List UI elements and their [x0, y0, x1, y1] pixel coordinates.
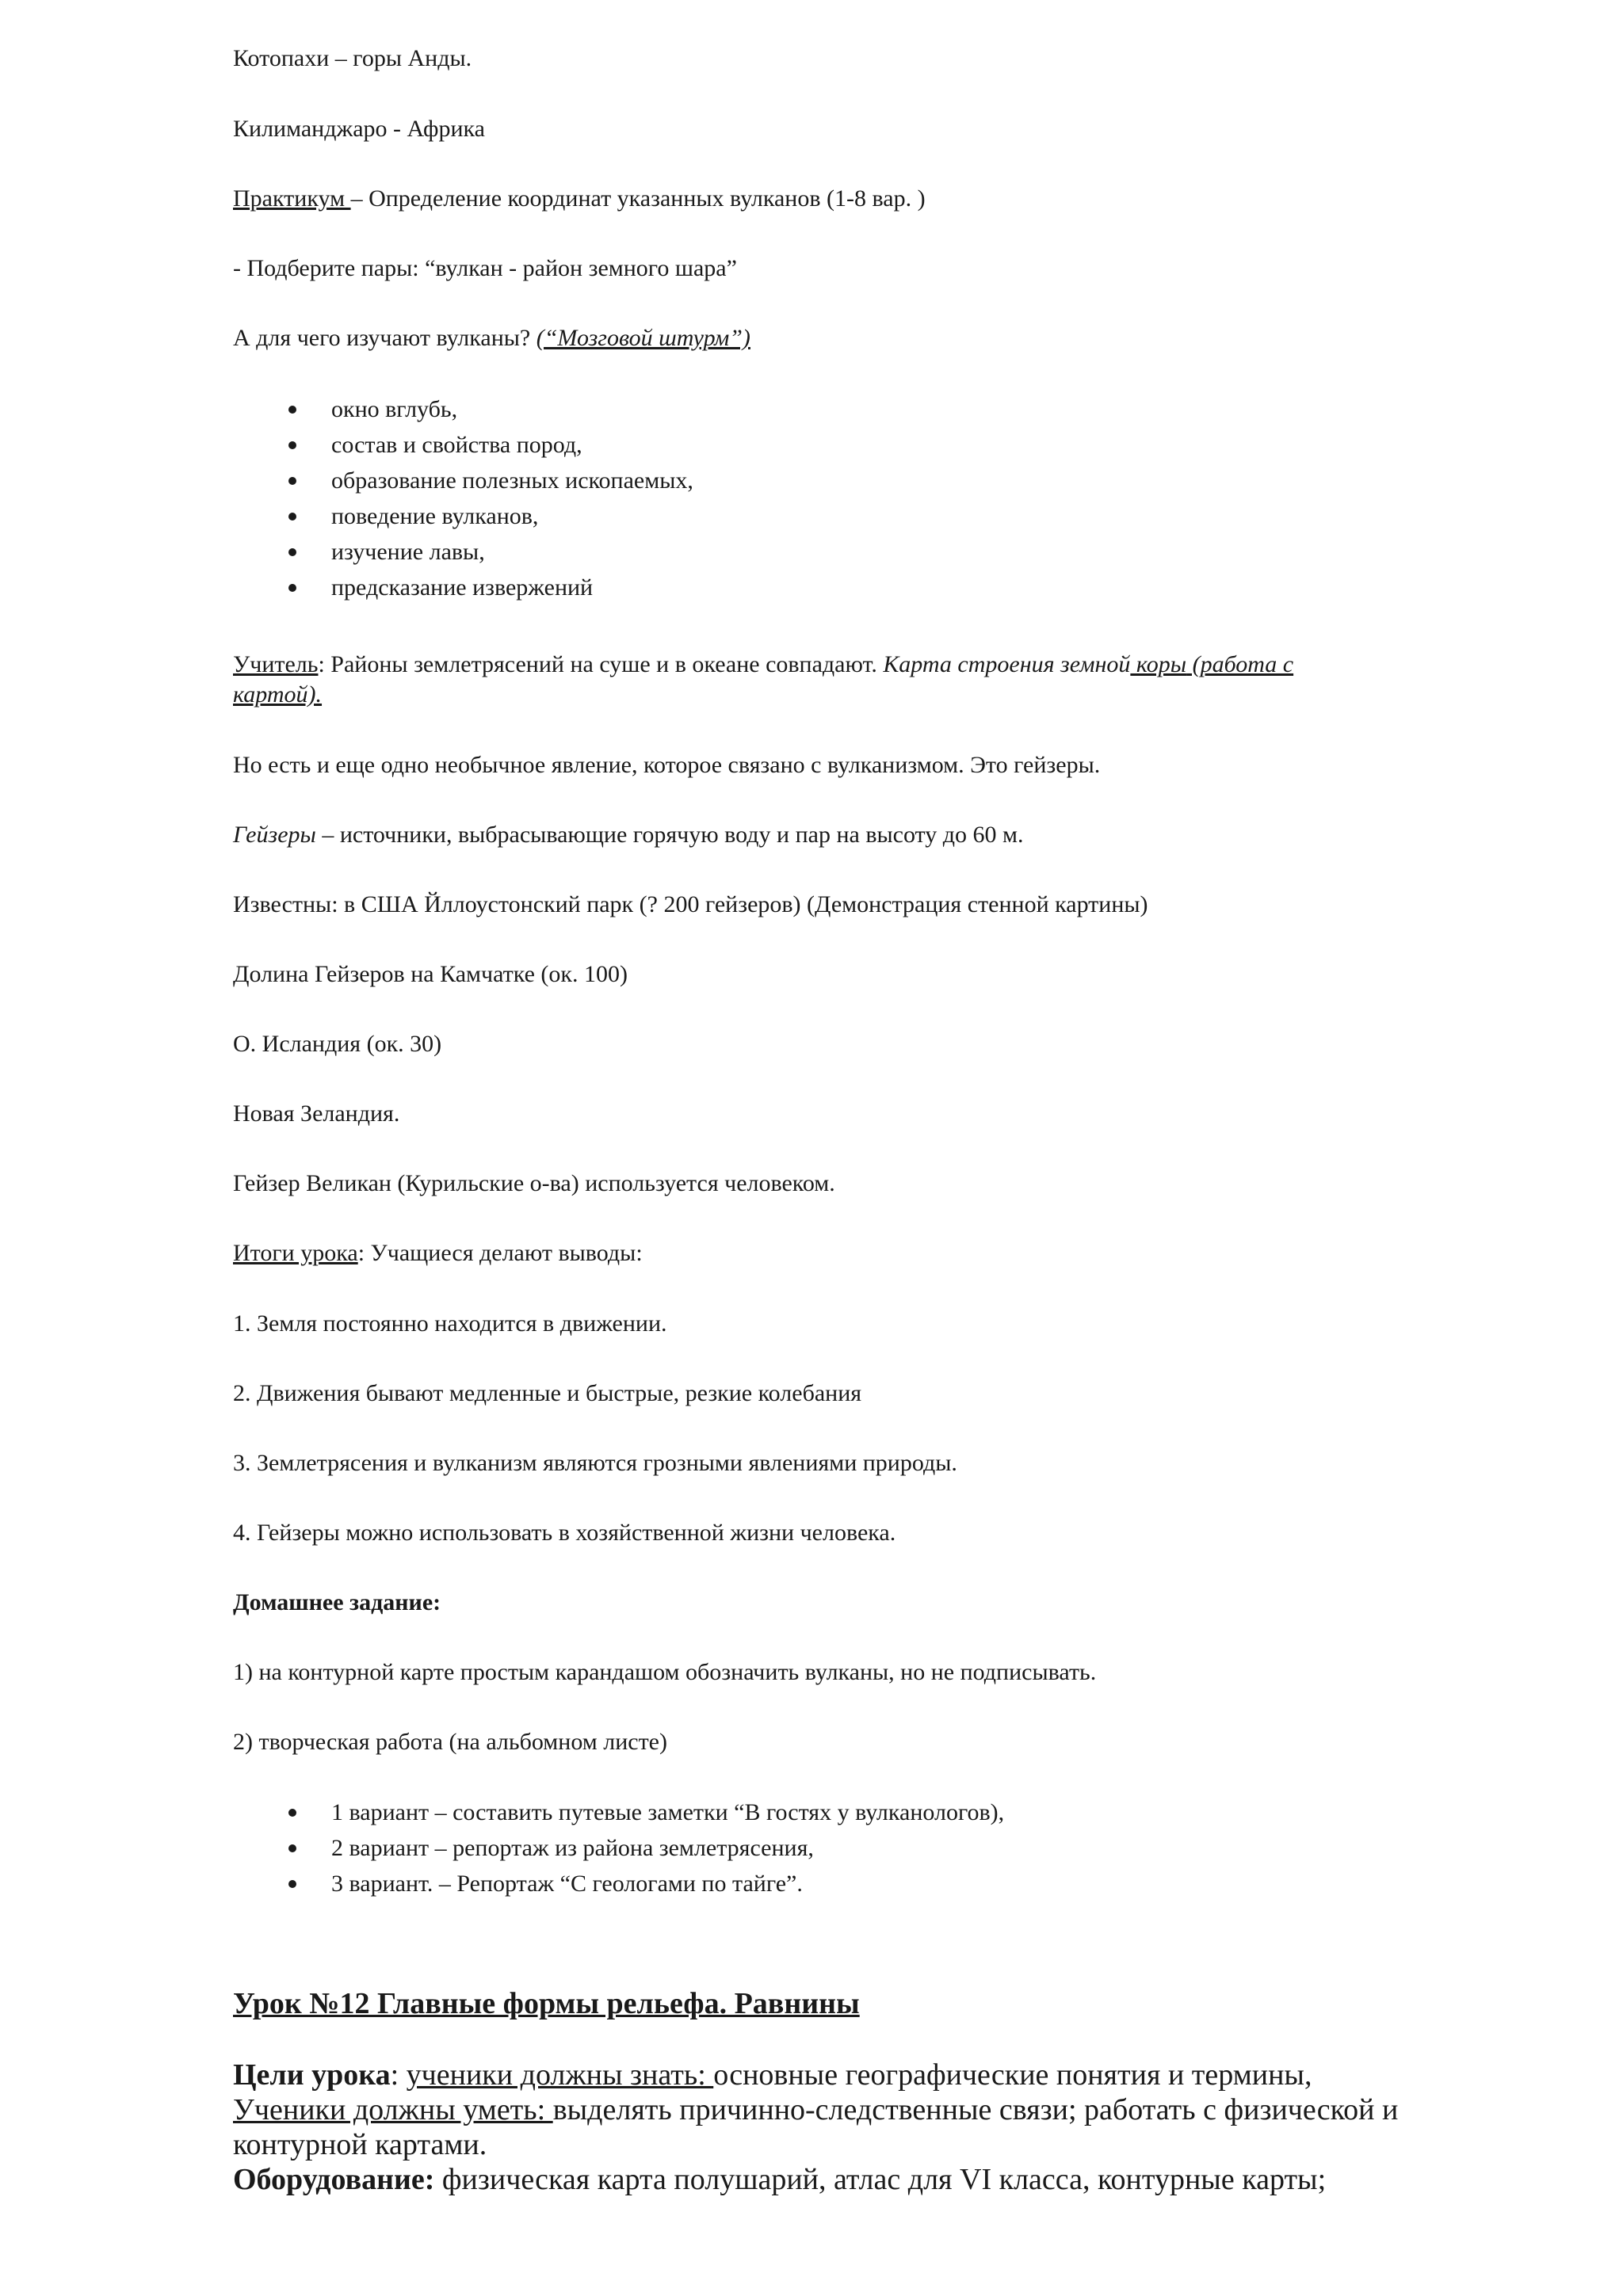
geysers-velikan: Гейзер Великан (Курильские о-ва) используется человеком. [233, 1170, 835, 1196]
results-paragraph [233, 1238, 643, 1268]
geysers-intro: Но есть и еще одно необычное явление, которое связано с вулканизмом. Это гейзеры. [233, 752, 1101, 778]
geysers-def-text: – источники, выбрасывающие горячую воду и пар на высоту до 60 м. [315, 822, 1024, 848]
praktikum-paragraph [233, 184, 926, 214]
homework-variants-list [233, 1798, 1004, 1905]
geysers-kamchatka: Долина Гейзеров на Камчатке (ок. 100) [233, 961, 628, 987]
results-label: Итоги урока [233, 1240, 358, 1266]
homework-task1: 1) на контурной карте простым карандашом обозначить вулканы, но не подписывать. [233, 1659, 1097, 1685]
result-item: 4. Гейзеры можно использовать в хозяйственной жизни человека. [233, 1520, 896, 1546]
homework-task2: 2) творческая работа (на альбомном листе) [233, 1729, 667, 1755]
map-note-part3: (работа с [1186, 651, 1294, 677]
know-text: основные географические понятия и термины, [713, 2058, 1312, 2092]
lesson-goals [233, 2058, 1501, 2197]
geysers-definition [233, 820, 1024, 850]
list-item: окно вглубь, [233, 395, 693, 430]
why-paragraph [233, 323, 750, 353]
map-note-part1: Карта строения земной [883, 651, 1131, 677]
list-item: образование полезных ископаемых, [233, 466, 693, 502]
goals-label: Цели урока [233, 2058, 391, 2092]
map-note-part4: картой). [233, 681, 323, 707]
praktikum-text: – Определение координат указанных вулканов (1-8 вар. ) [350, 185, 926, 212]
why-text: А для чего изучают вулканы? [233, 325, 537, 351]
list-item: 2 вариант – репортаж из района землетрясения, [233, 1833, 1004, 1869]
reasons-list [233, 395, 693, 608]
geysers-iceland: О. Исландия (ок. 30) [233, 1031, 442, 1057]
lesson-title: Урок №12 Главные формы рельефа. Равнины [233, 1987, 860, 2020]
line-kilimanjaro: Килиманджаро - Африка [233, 116, 485, 142]
geysers-new-zealand: Новая Зеландия. [233, 1100, 400, 1127]
able-label: Ученики должны уметь: [233, 2093, 553, 2126]
praktikum-label: Практикум [233, 185, 351, 212]
result-item: 1. Земля постоянно находится в движении. [233, 1310, 667, 1337]
equipment-text: физическая карта полушарий, атлас для VI класса, контурные карты; [434, 2163, 1327, 2196]
equipment-label: Оборудование: [233, 2163, 435, 2196]
goals-colon: : [390, 2058, 407, 2092]
homework-title: Домашнее задание: [233, 1589, 441, 1615]
pairs-line: - Подберите пары: “вулкан - район земного шара” [233, 255, 737, 281]
able-text: выделять причинно-следственные связи; работать с физической и контурной картами. [233, 2093, 1399, 2161]
brainstorm-note: (“Мозговой штурм”) [536, 325, 750, 351]
result-item: 2. Движения бывают медленные и быстрые, резкие колебания [233, 1380, 862, 1406]
line-kotopakhi: Котопахи – горы Анды. [233, 45, 472, 71]
list-item: изучение лавы, [233, 537, 693, 573]
know-label: ученики должны знать: [406, 2058, 714, 2092]
teacher-text: : Районы землетрясений на суше и в океане совпадают. [318, 651, 884, 677]
list-item: 1 вариант – составить путевые заметки “В гостях у вулканологов), [233, 1798, 1004, 1833]
map-note-part2: коры [1130, 651, 1187, 677]
teacher-label: Учитель [233, 651, 319, 677]
geysers-known: Известны: в США Йллоустонский парк (? 200 гейзеров) (Демонстрация стенной картины) [233, 891, 1148, 917]
geysers-term: Гейзеры [233, 822, 316, 848]
teacher-paragraph [233, 650, 1293, 680]
result-item: 3. Землетрясения и вулканизм являются грозными явлениями природы. [233, 1450, 957, 1476]
list-item: предсказание извержений [233, 573, 693, 608]
list-item: 3 вариант. – Репортаж “С геологами по тайге”. [233, 1869, 1004, 1905]
results-text: : Учащиеся делают выводы: [357, 1240, 643, 1266]
list-item: состав и свойства пород, [233, 430, 693, 466]
list-item: поведение вулканов, [233, 502, 693, 537]
